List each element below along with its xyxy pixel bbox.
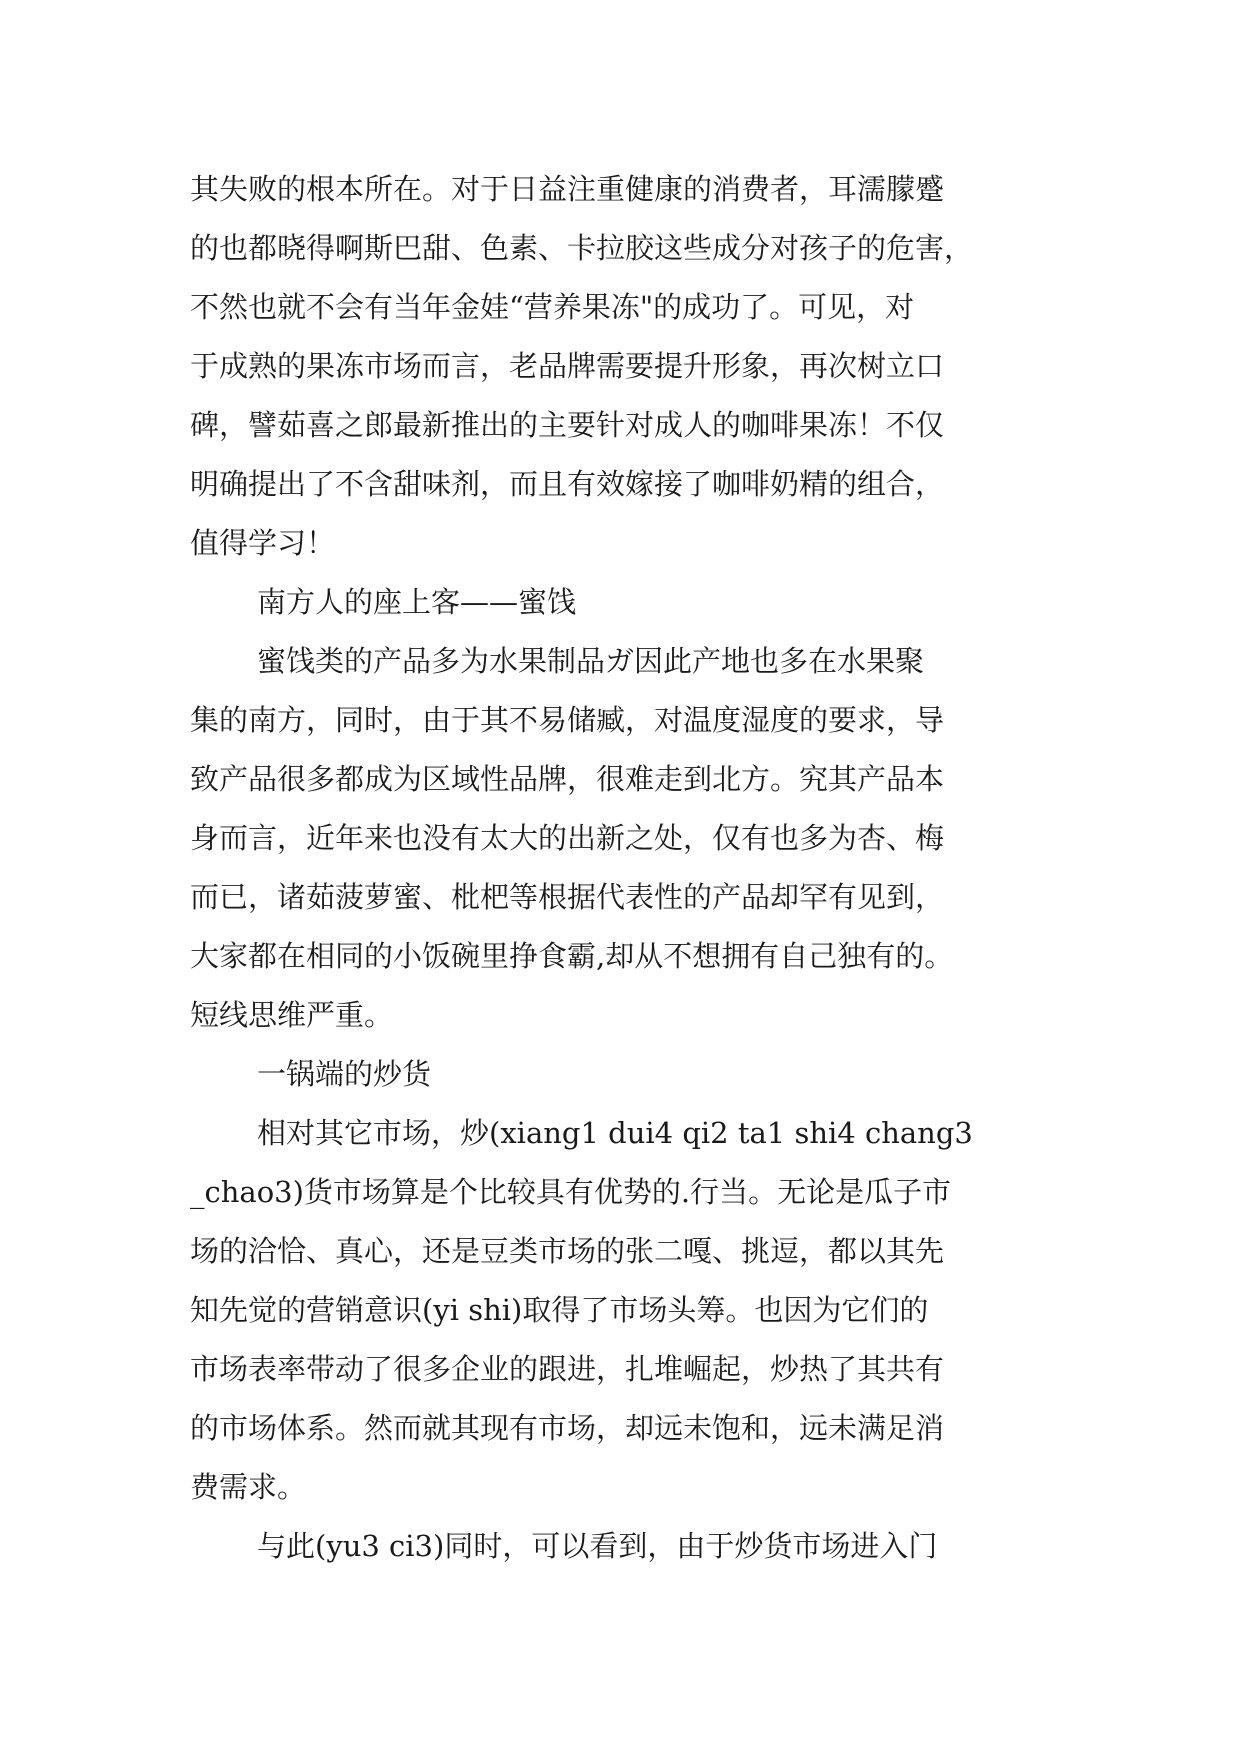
text-line: 短线思维严重。 — [190, 998, 394, 1032]
text-line: 的也都晓得啊斯巴甜、色素、卡拉胶这些成分对孩子的危害， — [190, 231, 974, 265]
paragraph-start-line: 相对其它市场，炒(xiang1 dui4 qi2 ta1 shi4 chang3 — [257, 1116, 973, 1150]
text-line: 不然也就不会有当年金娃“营养果冻"的成功了。可见，对 — [190, 290, 915, 324]
text-line: 费需求。 — [190, 1470, 307, 1504]
text-line: _chao3)货市场算是个比较具有优势的.行当。无论是瓜子市 — [190, 1175, 952, 1209]
paragraph-start-line: 与此(yu3 ci3)同时，可以看到，由于炒货市场进入门 — [257, 1529, 938, 1563]
text-line: 大家都在相同的小饭碗里挣食霸,却从不想拥有自己独有的。 — [190, 939, 954, 973]
text-line: 其失败的根本所在。对于日益注重健康的消费者，耳濡朦蹙 — [190, 172, 945, 206]
text-line: 身而言，近年来也没有太大的出新之处，仅有也多为杏、梅 — [190, 821, 945, 855]
body-text — [190, 160, 1060, 1576]
paragraph-start-line: 蜜饯类的产品多为水果制品ガ因此产地也多在水果聚 — [257, 644, 925, 678]
text-line: 值得学习！ — [190, 526, 336, 560]
paragraph-start-line: 南方人的座上客——蜜饯 — [257, 585, 577, 619]
text-line: 的市场体系。然而就其现有市场，却远未饱和，远未满足消 — [190, 1411, 945, 1445]
text-line: 市场表率带动了很多企业的跟进，扎堆崛起，炒热了其共有 — [190, 1352, 945, 1386]
text-line: 场的洽恰、真心，还是豆类市场的张二嘎、挑逗，都以其先 — [190, 1234, 945, 1268]
text-line: 而已，诸茹菠萝蜜、枇杷等根据代表性的产品却罕有见到， — [190, 880, 945, 914]
text-line: 知先觉的营销意识(yi shi)取得了市场头筹。也因为它们的 — [190, 1293, 929, 1327]
text-line: 于成熟的果冻市场而言，老品牌需要提升形象，再次树立口 — [190, 349, 945, 383]
text-line: 明确提出了不含甜味剂，而且有效嫁接了咖啡奶精的组合， — [190, 467, 945, 501]
text-line: 致产品很多都成为区域性品牌，很难走到北方。究其产品本 — [190, 762, 945, 796]
paragraph-start-line: 一锅端的炒货 — [257, 1057, 432, 1091]
text-line: 集的南方，同时，由于其不易储臧，对温度湿度的要求，导 — [190, 703, 945, 737]
text-line: 碑，譬茹喜之郎最新推出的主要针对成人的咖啡果冻！不仅 — [190, 408, 945, 442]
